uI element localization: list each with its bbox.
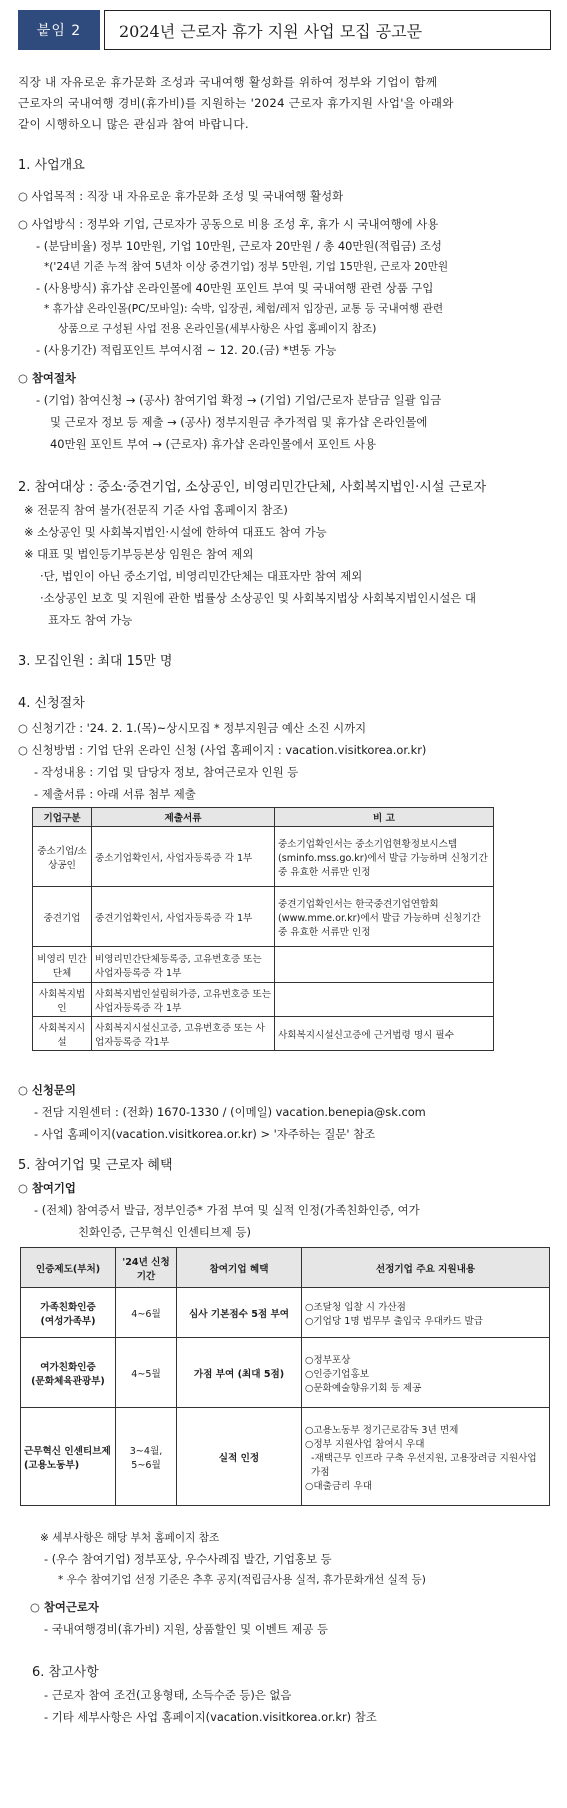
table-cell	[302, 1408, 550, 1506]
table-cell: 사회복지법인	[33, 983, 92, 1017]
method-detail: * 휴가샵 온라인몰(PC/모바일): 숙박, 입장권, 체험/레저 입장권, 교통 등 국내여행 관련	[44, 303, 444, 315]
intro-paragraph	[18, 72, 551, 135]
support-item: ○고용노동부 정기근로감독 3년 면제	[305, 1424, 459, 1436]
detail-line: - 작성내용 : 기업 및 담당자 정보, 참여근로자 인원 등	[34, 765, 299, 779]
excellent-line: * 우수 참여기업 선정 기준은 추후 공지(적립금사용 실적, 휴가문화개선 실적 등)	[58, 1574, 426, 1586]
inquiry-line: - 전담 지원센터 : (전화) 1670-1330 / (이메일) vacation.benepia@sk.com	[34, 1105, 426, 1119]
inquiry-heading: ○ 신청문의	[18, 1083, 76, 1097]
table-cell: 사회복지법인설립허가증, 고유번호증 또는 사업자등록증 각 1부	[92, 983, 275, 1017]
excellent-line: - (우수 참여기업) 정부포상, 우수사례집 발간, 기업홍보 등	[44, 1552, 332, 1566]
reference-line: - 기타 세부사항은 사업 홈페이지(vacation.visitkorea.or.kr) 참조	[44, 1710, 377, 1724]
reference-line: - 근로자 참여 조건(고용형태, 소득수준 등)은 없음	[44, 1688, 292, 1702]
table-row	[21, 1338, 550, 1408]
method-detail: *('24년 기준 누적 참여 5년차 이상 중견기업) 정부 5만원, 기업 15만원, 근로자 20만원	[44, 261, 449, 273]
table-row	[33, 887, 494, 947]
table-row	[33, 827, 494, 887]
table-header: 선정기업 주요 지원내용	[302, 1248, 550, 1288]
corp-line: - (전체) 참여증서 발급, 정부인증* 가점 부여 및 실적 인정(가족친화인증, 여가	[34, 1203, 420, 1217]
table-row	[33, 983, 494, 1017]
table-cell: 중견기업	[33, 887, 92, 947]
note-line: ※ 소상공인 및 사회복지법인·시설에 한하여 대표도 참여 가능	[24, 525, 327, 539]
table-cell	[302, 1288, 550, 1338]
cert-ministry: (여성가족부)	[40, 1315, 96, 1327]
section-title: 5. 참여기업 및 근로자 혜택	[18, 1158, 173, 1173]
table-header: '24년 신청기간	[116, 1248, 177, 1288]
section-title: 2. 참여대상 : 중소·중견기업, 소상공인, 비영리민간단체, 사회복지법인·시설 근로자	[18, 480, 487, 495]
table-cell: 4~6월	[116, 1288, 177, 1338]
table-row	[33, 947, 494, 983]
attachment-badge: 붙임 2	[18, 10, 100, 50]
table-row	[21, 1288, 550, 1338]
table-row	[21, 1408, 550, 1506]
procedure-line: - (기업) 참여신청 → (공사) 참여기업 확정 → (기업) 기업/근로자 분담금 일괄 입금	[36, 393, 442, 407]
note-line: ·단, 법인이 아닌 중소기업, 비영리민간단체는 대표자만 참여 제외	[40, 569, 363, 583]
corp-heading: ○ 참여기업	[18, 1181, 76, 1195]
section-title: 4. 신청절차	[18, 696, 85, 711]
support-item: -재택근무 인프라 구축 우선지원, 고용장려금 지원사업 가점	[311, 1452, 537, 1478]
table-cell: 비영리민간단체등록증, 고유번호증 또는 사업자등록증 각 1부	[92, 947, 275, 983]
table-cell: 중견기업확인서, 사업자등록증 각 1부	[92, 887, 275, 947]
support-item: ○대출금리 우대	[305, 1480, 373, 1492]
note-line: ※ 대표 및 법인등기부등본상 임원은 참여 제외	[24, 547, 254, 561]
procedure-line: 및 근로자 정보 등 제출 → (공사) 정부지원금 추가적립 및 휴가샵 온라인몰에	[50, 415, 428, 429]
header	[18, 10, 551, 50]
table-cell: 비영리 민간단체	[33, 947, 92, 983]
table-header: 비 고	[275, 808, 494, 827]
support-item: ○정부 지원사업 참여시 우대	[305, 1438, 425, 1450]
intro-line: 같이 시행하오니 많은 관심과 참여 바랍니다.	[18, 117, 249, 131]
purpose-line: ○ 사업목적 : 직장 내 자유로운 휴가문화 조성 및 국내여행 활성화	[18, 189, 344, 203]
cert-ministry: (고용노동부)	[24, 1459, 80, 1471]
table-cell	[21, 1338, 116, 1408]
table-row	[33, 1017, 494, 1051]
table-cell	[21, 1288, 116, 1338]
cert-name: 가족친화인증	[40, 1301, 96, 1313]
table-cell	[275, 983, 494, 1017]
section-title: 6. 참고사항	[32, 1665, 99, 1680]
table-cell: 중소기업/소상공인	[33, 827, 92, 887]
table-header: 제출서류	[92, 808, 275, 827]
section-title: 3. 모집인원 : 최대 15만 명	[18, 654, 173, 669]
table-cell: 3~4월, 5~6월	[116, 1408, 177, 1506]
support-item: ○조달청 입찰 시 가산점	[305, 1301, 406, 1313]
table-cell: 가점 부여 (최대 5점)	[177, 1338, 302, 1408]
intro-line: 근로자의 국내여행 경비(휴가비)를 지원하는 '2024 근로자 휴가지원 사업'을 아래와	[18, 96, 454, 110]
support-item: ○정부포상	[305, 1354, 351, 1366]
note-line: ※ 세부사항은 해당 부처 홈페이지 참조	[40, 1532, 220, 1544]
table-cell: 사회복지시설신고증에 근거법령 명시 필수	[275, 1017, 494, 1051]
worker-heading: ○ 참여근로자	[30, 1600, 99, 1614]
table-header: 참여기업 혜택	[177, 1248, 302, 1288]
method-line: ○ 사업방식 : 정부와 기업, 근로자가 공동으로 비용 조성 후, 휴가 시 국내여행에 사용	[18, 217, 439, 231]
table-cell: 중소기업확인서는 중소기업현황정보시스템(sminfo.mss.go.kr)에서 발급 가능하며 신청기간 중 유효한 서류만 인정	[275, 827, 494, 887]
intro-line: 직장 내 자유로운 휴가문화 조성과 국내여행 활성화를 위하여 정부와 기업이 함께	[18, 75, 438, 89]
detail-line: - 제출서류 : 아래 서류 첨부 제출	[34, 787, 196, 801]
support-item: ○기업당 1명 법무부 출입국 우대카드 발급	[305, 1315, 484, 1327]
note-line: ·소상공인 보호 및 지원에 관한 법률상 소상공인 및 사회복지법상 사회복지법인시설은 대	[40, 591, 476, 605]
period-line: ○ 신청기간 : '24. 2. 1.(목)~상시모집 * 정부지원금 예산 소진 시까지	[18, 721, 367, 735]
method-detail: - (사용방식) 휴가샵 온라인몰에 40만원 포인트 부여 및 국내여행 관련 상품 구입	[36, 281, 434, 295]
method-detail: - (분담비율) 정부 10만원, 기업 10만원, 근로자 20만원 / 총 40만원(적립금) 조성	[36, 239, 442, 253]
page-title: 2024년 근로자 휴가 지원 사업 모집 공고문	[104, 10, 551, 50]
table-header: 기업구분	[33, 808, 92, 827]
procedure-line: 40만원 포인트 부여 → (근로자) 휴가샵 온라인몰에서 포인트 사용	[50, 437, 376, 451]
table-cell: 심사 기본점수 5점 부여	[177, 1288, 302, 1338]
inquiry-line: - 사업 홈페이지(vacation.visitkorea.or.kr) > '자주하는 질문' 참조	[34, 1127, 376, 1141]
documents-table	[32, 807, 494, 1051]
note-line: 표자도 참여 가능	[48, 613, 133, 627]
table-cell	[21, 1408, 116, 1506]
cert-ministry: (문화체육관광부)	[31, 1375, 105, 1387]
procedure-heading: ○ 참여절차	[18, 371, 76, 385]
table-cell: 중견기업확인서는 한국중견기업연합회(www.mme.or.kr)에서 발급 가능하며 신청기간 중 유효한 서류만 인정	[275, 887, 494, 947]
table-cell	[275, 947, 494, 983]
certification-table	[20, 1247, 550, 1506]
table-cell: 사회복지시설신고증, 고유번호증 또는 사업자등록증 각1부	[92, 1017, 275, 1051]
cert-name: 근무혁신 인센티브제	[24, 1445, 111, 1457]
method-detail: 상품으로 구성된 사업 전용 온라인몰(세부사항은 사업 홈페이지 참조)	[58, 323, 377, 335]
table-header: 인증제도(부처)	[21, 1248, 116, 1288]
support-item: ○문화예술향유기회 등 제공	[305, 1382, 422, 1394]
cert-name: 여가친화인증	[40, 1361, 96, 1373]
table-cell	[302, 1338, 550, 1408]
method-detail: - (사용기간) 적립포인트 부여시점 ~ 12. 20.(금) *변동 가능	[36, 343, 337, 357]
apply-method-line: ○ 신청방법 : 기업 단위 온라인 신청 (사업 홈페이지 : vacation.visitkorea.or.kr)	[18, 743, 427, 757]
table-cell: 사회복지시설	[33, 1017, 92, 1051]
worker-line: - 국내여행경비(휴가비) 지원, 상품할인 및 이벤트 제공 등	[44, 1622, 329, 1636]
table-cell: 4~5월	[116, 1338, 177, 1408]
support-item: ○인증기업홍보	[305, 1368, 369, 1380]
corp-line: 친화인증, 근무혁신 인센티브제 등)	[78, 1225, 251, 1239]
section-title: 1. 사업개요	[18, 158, 85, 173]
table-cell: 중소기업확인서, 사업자등록증 각 1부	[92, 827, 275, 887]
note-line: ※ 전문직 참여 불가(전문직 기준 사업 홈페이지 참조)	[24, 503, 288, 517]
table-cell: 실적 인정	[177, 1408, 302, 1506]
